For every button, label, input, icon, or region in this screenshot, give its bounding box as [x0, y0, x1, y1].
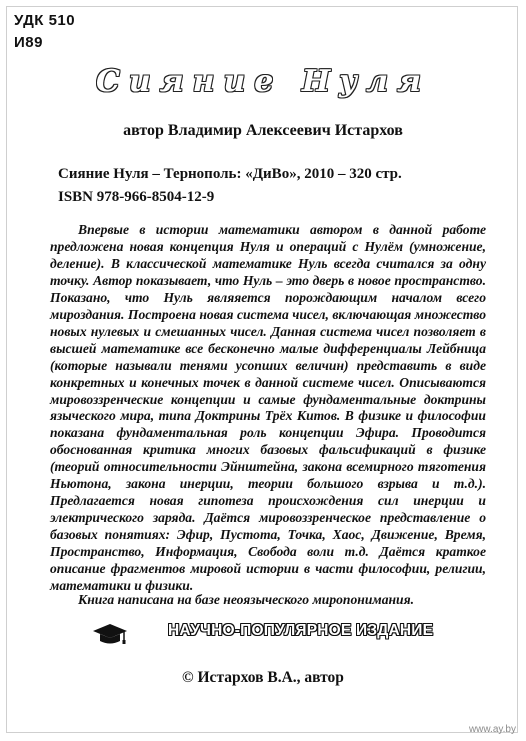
abstract-closing-line: Книга написана на базе неоязыческого миропонимания.: [78, 592, 414, 607]
isbn: ISBN 978-966-8504-12-9: [58, 189, 215, 205]
classification-codes: [14, 10, 75, 54]
author-line: автор Владимир Алексеевич Истархов: [123, 122, 403, 139]
udk-code: УДК 510: [14, 12, 76, 29]
author-sign-code: И89: [14, 34, 43, 51]
copyright-line: © Истархов В.А., автор: [182, 669, 344, 686]
publication-info: [58, 163, 402, 209]
publication-line: Сияние Нуля – Тернополь: «ДиВо», 2010 – 320 стр.: [58, 166, 402, 182]
book-title: Сияние Нуля: [96, 64, 430, 99]
edition-type-banner: НАУЧНО-ПОПУЛЯРНОЕ ИЗДАНИЕ: [168, 622, 434, 639]
site-watermark: www.ay.by: [468, 724, 516, 735]
abstract-paragraph: Впервые в истории математики автором в данной работе предложена новая концепция Нуля и операций с Нулём (умножение, деление). В классической математике Нуль всегда считался за одну точку. Автор показывает, что Нуль – это дверь в новое пространство. Показано, что Нуль являяется порождающим началом всего мироздания. Построена новая система чисел, включающая множество новых нулевых и смешанных чисел. Данная система чисел позволяет в высшей математике все бесконечно малые дифференциалы Лейбница (которые называли тенями усопших величин) представить в виде конкретных и конечных точек в данной системе чисел. Описываются мировоззренческие концепции и самые фундаментальные доктрины языческого мира, типа Доктрины Трёх Китов. В физике и философии показана фундаментальная роль концепции Эфира. Проводится обоснованная критика многих базовых фальсификаций в физике (теорий относительности Эйнштейна, закона всемирного тяготения Ньютона, закона инерции, теории большого взрыва и т.д.). Предлагается новая гипотеза происхождения сил инерции и электрического заряда. Даётся мировоззренческое представление о базовых понятиях: Эфир, Пустота, Точка, Хаос, Движение, Время, Пространство, Информация, Свобода воли т.д. Даётся краткое описание фрагментов мировой истории в части философии, религии, математики и физики.: [50, 222, 486, 594]
graduation-cap-icon: [92, 622, 128, 646]
